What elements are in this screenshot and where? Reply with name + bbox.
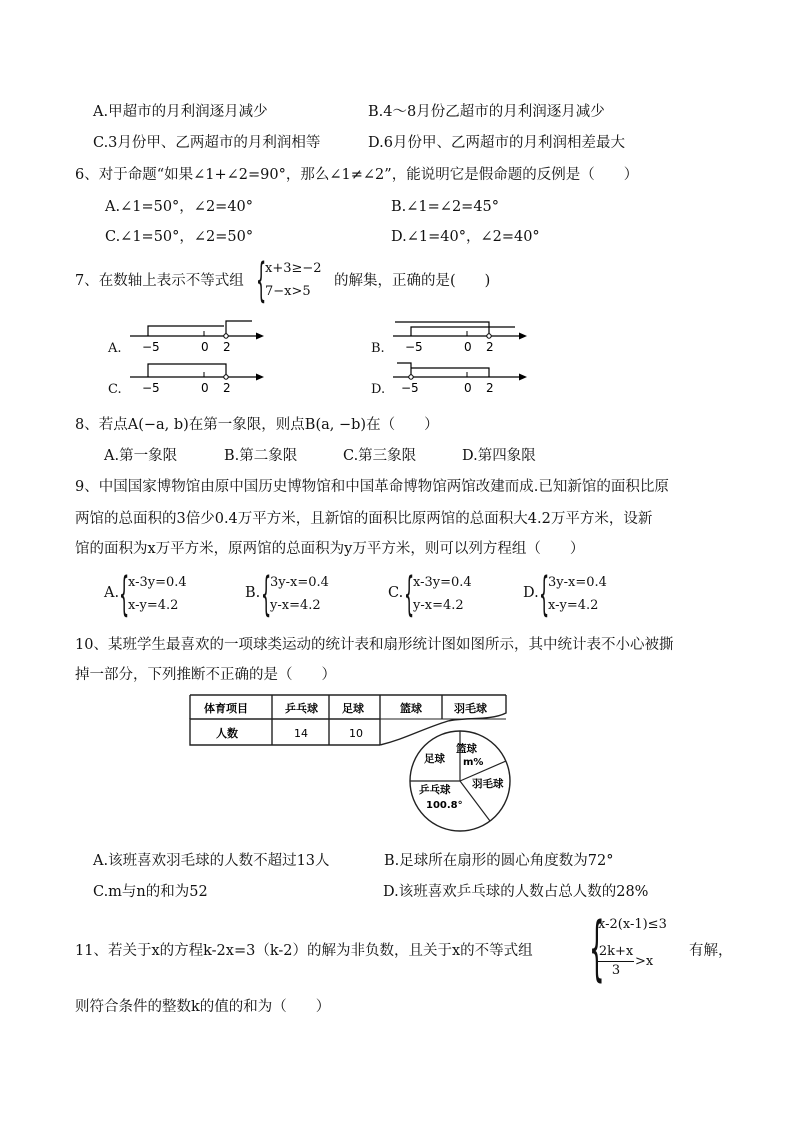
q7-label-d: D. (371, 382, 386, 397)
tick-label: 0 (201, 381, 209, 395)
tick-label: 2 (223, 381, 231, 395)
q7-stem-start: 7、在数轴上表示不等式组 (75, 273, 244, 289)
q8-option-a: A.第一象限 (104, 448, 178, 464)
q9-c-eq1: x-3y=0.4 (413, 575, 472, 590)
q11-ineq-1: x-2(x-1)≤3 (598, 917, 667, 932)
table-header-pingpong: 乒乓球 (285, 702, 318, 715)
q10-option-d: D.该班喜欢乒乓球的人数占总人数的28% (383, 884, 649, 900)
q7-label-a: A. (108, 341, 122, 356)
q10-option-a: A.该班喜欢羽毛球的人数不超过13人 (93, 853, 330, 869)
pie-label-basketball-pct: m% (463, 757, 484, 768)
q9-a-eq2: x-y=4.2 (128, 598, 179, 613)
table-header-football: 足球 (342, 702, 364, 715)
q8-stem: 8、若点A(−a, b)在第一象限，则点B(a, −b)在（ ） (75, 417, 439, 433)
brace-icon: { (589, 907, 605, 989)
q9-d-eq2: x-y=4.2 (548, 598, 599, 613)
tick-label: −5 (401, 381, 419, 395)
q11-frac-den: 3 (611, 963, 621, 978)
q10-stem-line2: 掉一部分，下列推断不正确的是（ ） (75, 667, 336, 683)
brace-icon: { (119, 567, 130, 621)
q9-option-d-label: D. (523, 585, 539, 601)
q8-option-c: C.第三象限 (343, 448, 417, 464)
q9-option-c-system (404, 567, 494, 621)
tick-label: −5 (142, 381, 160, 395)
q7-numberline-a (130, 318, 270, 362)
tick-label: 2 (486, 381, 494, 395)
q11-stem-end: 有解， (689, 943, 733, 959)
q9-stem-line3: 馆的面积为x万平方米，原两馆的总面积为y万平方米，则可以列方程组（ ） (75, 541, 585, 557)
q6-option-a: A.∠1=50°，∠2=40° (105, 199, 254, 215)
brace-icon: { (404, 567, 415, 621)
pie-label-football: 足球 (424, 753, 445, 765)
q9-option-a-system (119, 567, 209, 621)
pie-label-basketball: 篮球 (456, 743, 477, 755)
q5-option-c: C.3月份甲、乙两超市的月利润相等 (93, 135, 321, 151)
brace-icon: { (256, 253, 267, 307)
table-header-basketball: 篮球 (400, 702, 422, 715)
q9-b-eq1: 3y-x=0.4 (270, 575, 329, 590)
q11-inequality-system (589, 907, 684, 989)
q5-option-d: D.6月份甲、乙两超市的月利润相差最大 (368, 135, 625, 151)
q9-stem-line1: 9、中国国家博物馆由原中国历史博物馆和中国革命博物馆两馆改建而成.已知新馆的面积比原 (75, 479, 669, 495)
q9-stem-line2: 两馆的总面积的3倍少0.4万平方米，且新馆的面积比原两馆的总面积大4.2万平方米，设新 (75, 511, 653, 527)
q9-b-eq2: y-x=4.2 (270, 598, 321, 613)
brace-icon: { (539, 567, 550, 621)
q9-option-b-system (261, 567, 351, 621)
q8-option-d: D.第四象限 (462, 448, 536, 464)
q7-label-c: C. (108, 382, 122, 397)
q11-frac-relation: >x (635, 954, 654, 969)
q7-inequality-system (256, 253, 336, 307)
q10-option-c: C.m与n的和为52 (93, 884, 208, 900)
q7-ineq-2: 7−x>5 (265, 284, 311, 299)
tick-label: 2 (486, 340, 494, 354)
q11-stem-line2: 则符合条件的整数k的值的和为（ ） (75, 999, 331, 1015)
q7-numberline-c (130, 359, 270, 403)
tick-label: −5 (142, 340, 160, 354)
q9-d-eq1: 3y-x=0.4 (548, 575, 607, 590)
pie-label-pingpong-deg: 100.8° (426, 800, 463, 811)
q6-stem: 6、对于命题“如果∠1+∠2=90°，那么∠1≠∠2”，能说明它是假命题的反例是（ ） (75, 167, 639, 183)
q9-c-eq2: y-x=4.2 (413, 598, 464, 613)
q7-stem-end: 的解集，正确的是( ) (334, 273, 491, 289)
pie-label-pingpong: 乒乓球 (419, 784, 451, 796)
tick-label: 2 (223, 340, 231, 354)
q9-option-a-label: A. (104, 585, 120, 601)
q8-option-b: B.第二象限 (224, 448, 298, 464)
table-header-sport: 体育项目 (204, 702, 248, 715)
tick-label: 0 (464, 340, 472, 354)
table-cell-football: 10 (349, 727, 363, 740)
q9-option-b-label: B. (245, 585, 261, 601)
q6-option-b: B.∠1=∠2=45° (391, 199, 500, 215)
tick-label: 0 (201, 340, 209, 354)
q7-label-b: B. (371, 341, 385, 356)
q9-option-d-system (539, 567, 629, 621)
q10-stem-line1: 10、某班学生最喜欢的一项球类运动的统计表和扇形统计图如图所示，其中统计表不小心被撕 (75, 637, 674, 653)
q7-numberline-d (393, 359, 533, 403)
q9-option-c-label: C. (388, 585, 404, 601)
q10-option-b: B.足球所在扇形的圆心角度数为72° (384, 853, 614, 869)
pie-label-badminton: 羽毛球 (472, 778, 504, 790)
table-header-badminton: 羽毛球 (454, 702, 487, 715)
q11-stem-start: 11、若关于x的方程k-2x=3（k-2）的解为非负数，且关于x的不等式组 (75, 943, 533, 959)
tick-label: −5 (405, 340, 423, 354)
q11-fraction (598, 943, 634, 980)
q5-option-b: B.4～8月份乙超市的月利润逐月减少 (368, 104, 605, 120)
table-row-label: 人数 (216, 727, 238, 740)
q7-numberline-b (393, 318, 533, 362)
brace-icon: { (261, 567, 272, 621)
q6-option-d: D.∠1=40°，∠2=40° (391, 229, 540, 245)
q10-figure (190, 693, 520, 843)
q9-a-eq1: x-3y=0.4 (128, 575, 187, 590)
q7-ineq-1: x+3≥−2 (265, 261, 322, 276)
q11-frac-num: 2k+x (598, 943, 634, 962)
q5-option-a: A.甲超市的月利润逐月减少 (93, 104, 268, 120)
q6-option-c: C.∠1=50°，∠2=50° (105, 229, 254, 245)
table-cell-pingpong: 14 (294, 727, 308, 740)
tick-label: 0 (464, 381, 472, 395)
